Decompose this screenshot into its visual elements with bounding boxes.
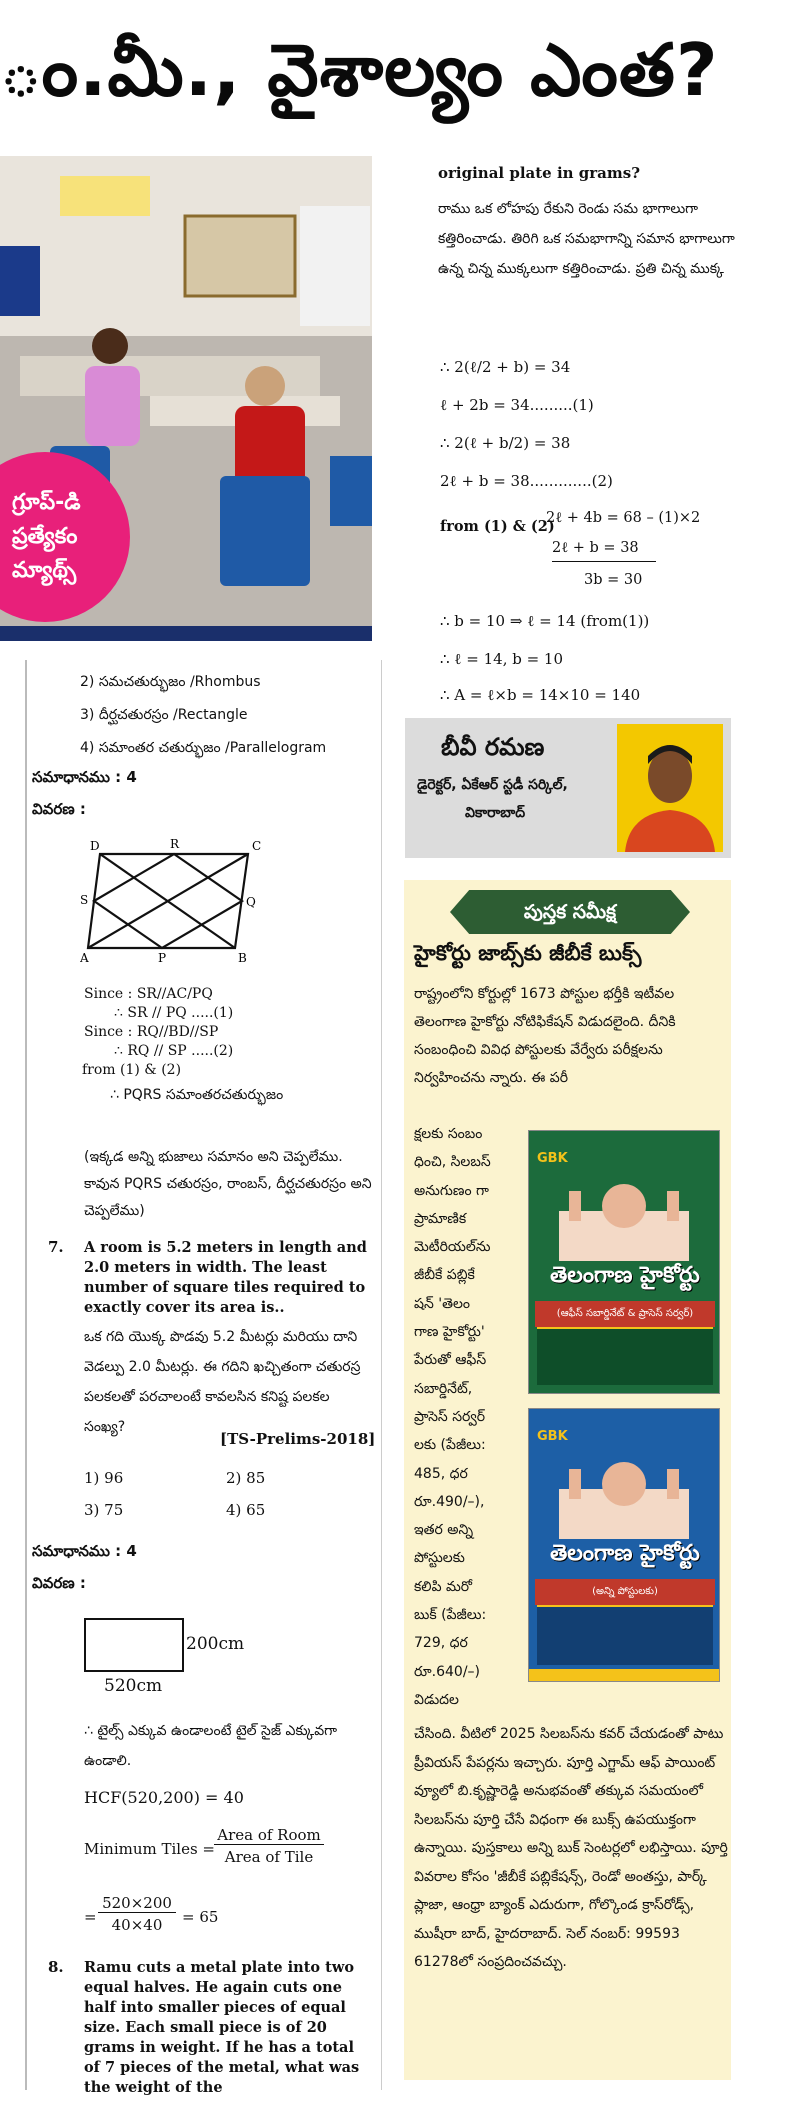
solution-telugu: ∴ టైల్స్ ఎక్కువ ఉండాలంటే టైల్ సైజ్ ఎక్కువగా ఉండాలి. <box>84 1723 338 1769</box>
proof-line-2: ∴ SR // PQ .....(1) <box>114 1005 234 1021</box>
frac1-denominator: Area of Tile <box>224 1848 314 1866</box>
q7-option-1: 1) 96 <box>84 1469 124 1487</box>
eq-4: 2ℓ + b = 38.............(2) <box>440 472 613 490</box>
book2-footer <box>537 1605 713 1665</box>
narrow-line: రూ.490/–), <box>414 1493 485 1510</box>
rect-width-label: 520cm <box>104 1676 163 1696</box>
author-name: బీవీ రమణ <box>441 733 545 761</box>
review-outro: చేసింది. వీటిలో 2025 సిలబస్‌ను కవర్ చేయడంతో పాటు ప్రీవియస్ పేపర్లను ఇచ్చారు. పూర్తి ఎగ్జామ్ ఆఫ్ పాయింట్ వ్యూలో బి.కృష్ణారెడ్డి అనుభవంతో తక్కువ సమయంలో సిలబస్‌ను పూర్తి చేసే విధంగా ఈ బుక్స్ ఉపయుక్తంగా ఉన్నాయి. పుస్తకాలు అన్ని బుక్ సెంటర్లలో లభిస్తాయి. పూర్తి వివరాల కోసం 'జీబీకే పబ్లికేషన్స్, రెండో అంతస్తు, పార్క్ ప్లాజా, ఆంధ్రా బ్యాంక్ ఎదురుగా, గోల్కొండ క్రాస్‌రోడ్స్, ముషీరా బాద్, హైదరాబాద్. సెల్ నంబర్: 99593 61278లో సంప్రదించవచ్చు. <box>414 1726 728 1970</box>
book-cover-1 <box>528 1130 720 1394</box>
narrow-line: పేరుతో ఆఫీస్ <box>414 1352 487 1369</box>
from-eq2: 2ℓ + b = 38 <box>552 540 656 562</box>
book2-brand: GBK <box>537 1429 568 1444</box>
from-label: from (1) & (2) <box>440 518 555 535</box>
narrow-line: ప్రాసెస్ సర్వర్ <box>414 1408 486 1425</box>
option-rectangle: 3) దీర్ఘచతురస్రం /Rectangle <box>80 707 248 723</box>
author-place: వికారాబాద్ <box>465 805 526 821</box>
narrow-line: ఇతర అన్ని <box>414 1522 474 1539</box>
book1-footer <box>537 1327 713 1385</box>
explanation-label: వివరణ : <box>32 800 86 818</box>
book1-brand: GBK <box>537 1151 568 1166</box>
narrow-line: రూ.640/–) <box>414 1663 481 1680</box>
book1-subtitle: (ఆఫీస్ సబార్డినేట్ & ప్రాసెస్ సర్వర్) <box>535 1301 715 1327</box>
option-parallelogram: 4) సమాంతర చతుర్భుజం /Parallelogram <box>80 740 327 756</box>
eq-prefix: = <box>84 1908 97 1926</box>
frac1-numerator: Area of Room <box>214 1826 324 1845</box>
note-text: (ఇక్కడ అన్ని భుజాలు సమానం అని చెప్పలేము. కావున PQRS చతురస్రం, రాంబస్, దీర్ఘచతురస్రం అని చెప్పలేము) <box>84 1149 372 1219</box>
option-rhombus: 2) సమచతుర్భుజం /Rhombus <box>80 674 261 690</box>
options-top <box>80 666 370 765</box>
badge-line1: గ్రూప్-డి <box>12 490 81 515</box>
answer-label: సమాధానము : 4 <box>32 768 137 786</box>
q7-telugu: ఒక గది యొక్క పొడవు 5.2 మీటర్లు మరియు దాని వెడల్పు 2.0 మీటర్లు. ఈ గదిని ఖచ్చితంగా చతురస్ర పలకలతో పరచాలంటే కావలసిన కనిష్ట పలకల సంఖ్య? <box>84 1329 361 1435</box>
eq-area: ∴ A = ℓ×b = 14×10 = 140 <box>440 686 641 704</box>
from-eq1: 2ℓ + 4b = 68 – (1)×2 <box>546 510 701 526</box>
eq-b: ∴ b = 10 ⇒ ℓ = 14 (from(1)) <box>440 612 650 630</box>
book2-title: తెలంగాణ హైకోర్టు <box>550 1541 700 1566</box>
label-r: R <box>170 837 180 851</box>
eq-2: ℓ + 2b = 34.........(1) <box>440 396 594 414</box>
label-b: B <box>238 951 247 965</box>
label-p: P <box>158 951 167 965</box>
proof-block <box>84 985 374 1106</box>
rect-height-label: 200cm <box>186 1634 245 1654</box>
q7-source: [TS-Prelims-2018] <box>220 1430 376 1448</box>
author-role: డైరెక్టర్, ఏకేఆర్ స్టడీ సర్కిల్, <box>417 777 568 793</box>
book1-title: తెలంగాణ హైకోర్టు <box>550 1263 700 1288</box>
narrow-line: బుక్ (పేజీలు: <box>414 1607 487 1624</box>
q8-telugu: రాము ఒక లోహపు రేకుని రెండు సమ భాగాలుగా కత్తిరించాడు. తిరిగి ఒక సమభాగాన్ని సమాన భాగాలుగా ఉన్న చిన్న ముక్కలుగా కత్తిరించాడు. ప్రతి చిన్న ముక్క <box>438 201 735 277</box>
proof-line-6: ∴ PQRS సమాంతరచతుర్భుజం <box>110 1087 284 1103</box>
q7-options <box>84 1462 374 1526</box>
headline: ం.మీ., వైశాల్యం ఎంత? <box>0 28 719 112</box>
result-formula <box>84 1894 284 1944</box>
column-divider <box>381 660 382 2090</box>
narrow-line: అనుగుణం గా <box>414 1182 489 1199</box>
narrow-line: క్షలకు సంబం <box>414 1126 483 1142</box>
parallelogram-figure <box>80 836 280 966</box>
proof-line-4: ∴ RQ // SP .....(2) <box>114 1043 234 1059</box>
eq-result: = 65 <box>182 1908 219 1926</box>
label-d: D <box>90 839 100 853</box>
narrow-line: కలిపి మరో <box>414 1578 473 1595</box>
hcf-line: HCF(520,200) = 40 <box>84 1788 244 1807</box>
q7-option-4: 4) 65 <box>226 1501 266 1519</box>
review-intro: రాష్ట్రంలోని కోర్టుల్లో 1673 పోస్టుల భర్తీకి ఇటీవల తెలంగాణ హైకోర్టు నోటిఫికేషన్ విడుదలైంది. దీనికి సంబంధించి వివిధ పోస్టులకు వేర్వేరు పరీక్షలను నిర్వహించను న్నారు. ఈ పరీ <box>414 986 676 1086</box>
eq-3: ∴ 2(ℓ + b/2) = 38 <box>440 434 571 452</box>
frac2-denominator: 40×40 <box>111 1916 163 1934</box>
narrow-line: గాణ హైకోర్టు' <box>414 1324 485 1341</box>
narrow-line: మెటీరియల్‌ను <box>414 1239 491 1256</box>
label-c: C <box>252 839 262 853</box>
narrow-line: సబార్డినేట్, <box>414 1380 473 1397</box>
q7-option-3: 3) 75 <box>84 1501 124 1519</box>
label-q: Q <box>246 895 256 909</box>
review-title: హైకోర్టు జాబ్స్‌కు జీబీకే బుక్స్ <box>414 941 642 965</box>
book2-strip <box>529 1669 720 1682</box>
book2-subtitle: (అన్ని పోస్టులకు) <box>535 1579 715 1605</box>
proof-line-1: Since : SR//AC/PQ <box>84 986 213 1002</box>
frac2-numerator: 520×200 <box>98 1894 176 1913</box>
min-tiles-formula <box>84 1826 374 1876</box>
explanation2-label: వివరణ : <box>32 1574 86 1592</box>
q7-number: 7. <box>48 1238 64 1256</box>
min-tiles-label: Minimum Tiles = <box>84 1840 216 1858</box>
review-tab-label: పుస్తక సమీక్ష <box>523 901 617 923</box>
q7-option-2: 2) 85 <box>226 1469 266 1487</box>
eq-1: ∴ 2(ℓ/2 + b) = 34 <box>440 358 571 376</box>
narrow-line: షన్ 'తెలం <box>414 1295 471 1312</box>
left-margin-rule <box>25 660 27 2090</box>
q7-english: A room is 5.2 meters in length and 2.0 meters in width. The least number of square tiles required to exactly cover its area is.. <box>84 1239 367 1316</box>
narrow-line: విడుదల <box>414 1691 459 1708</box>
label-a: A <box>80 951 89 965</box>
author-photo <box>617 724 723 852</box>
equations-block <box>440 348 740 500</box>
book1-building <box>549 1171 699 1261</box>
narrow-line: ప్రామాణిక <box>414 1210 467 1227</box>
q8-number: 8. <box>48 1958 64 1976</box>
q8-english: Ramu cuts a metal plate into two equal halves. He again cuts one half into smaller pieces of equal size. Each small piece is of 20 grams in weight. If he has a total of 7 pieces of the metal, what was the weight of the <box>84 1959 360 2096</box>
proof-line-5: from (1) & (2) <box>82 1062 182 1078</box>
from-eq3: 3b = 30 <box>584 572 643 588</box>
badge-line3: మ్యాథ్స్ <box>12 558 77 583</box>
badge-line2: ప్రత్యేకం <box>12 524 78 549</box>
review-narrow-column <box>414 1120 524 1714</box>
answer2-label: సమాధానము : 4 <box>32 1542 137 1560</box>
narrow-line: జీబీకే పబ్లికే <box>414 1267 475 1284</box>
narrow-line: లకు (పేజీలు: <box>414 1437 486 1454</box>
label-s: S <box>80 893 89 907</box>
narrow-line: ధించి, సిలబస్ <box>414 1154 491 1171</box>
q8-continuation: original plate in grams? <box>438 164 640 182</box>
book-cover-2 <box>528 1408 720 1682</box>
book2-building <box>549 1449 699 1539</box>
proof-line-3: Since : RQ//BD//SP <box>84 1024 219 1040</box>
eq-l: ∴ ℓ = 14, b = 10 <box>440 650 564 668</box>
narrow-line: 485, ధర <box>414 1465 468 1482</box>
narrow-line: 729, ధర <box>414 1635 468 1652</box>
room-rectangle <box>84 1618 184 1672</box>
narrow-line: పోస్టులకు <box>414 1550 465 1567</box>
